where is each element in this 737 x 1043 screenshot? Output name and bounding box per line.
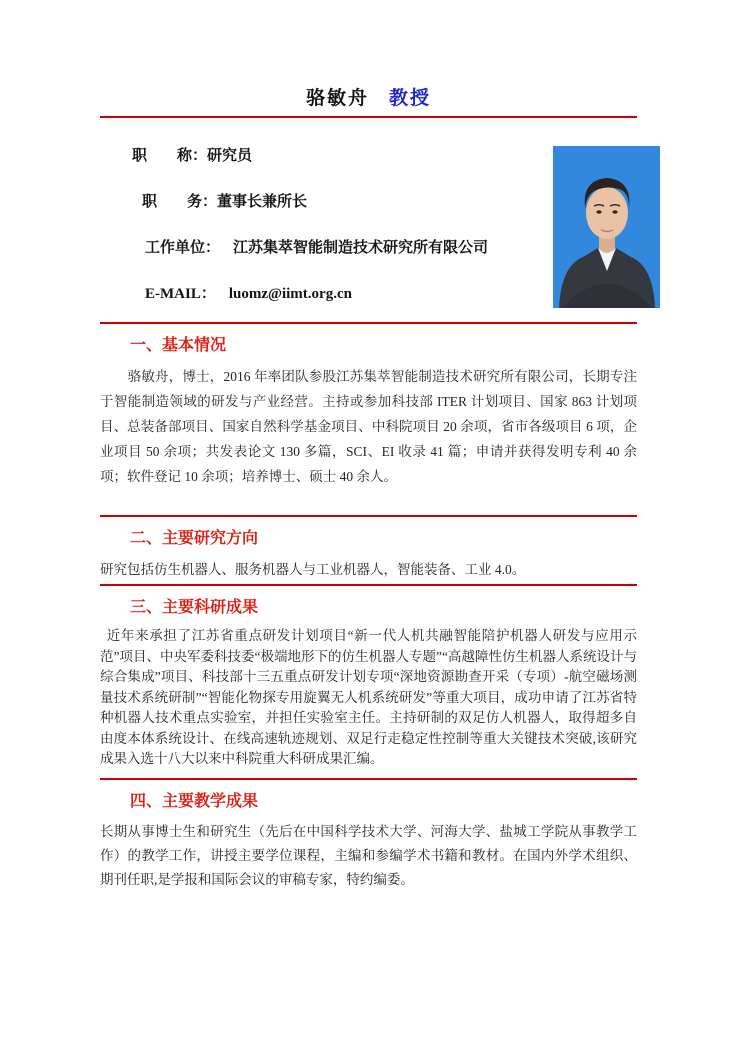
info-label-email: E-MAIL： — [145, 286, 216, 302]
section-body-research-achievements: 近年来承担了江苏省重点研发计划项目“新一代人机共融智能陪护机器人研发与应用示范”项目、中央军委科技委“极端地形下的仿生机器人专题”“高越障性仿生机器人系统设计与综合集成”项目、科技部十三五重点研发计划专项“深地资源勘查开采（专项）-航空磁场测量技术系统研制”“智能化物探专用旋翼无人机系统研发”等重大项目，成功申请了江苏省特种机器人技术重点实验室，并担任实验室主任。主持研制的双足仿人机器人，取得超多自由度本体系统设计、在线高速轨迹规划、双足行走稳定性控制等重大关键技术突破,该研究成果入选十八大以来中科院重大科研成果汇编。 — [100, 628, 637, 766]
section-divider — [100, 584, 637, 586]
person-name: 骆敏舟 — [305, 88, 369, 109]
info-value-workplace: 江苏集萃智能制造技术研究所有限公司 — [233, 239, 489, 256]
info-value-job-title: 研究员 — [207, 147, 253, 164]
info-area — [100, 146, 637, 314]
info-value-email: luomz@iimt.org.cn — [228, 286, 352, 302]
section-basic-info — [100, 322, 637, 489]
info-label-workplace: 工作单位： — [145, 239, 221, 256]
info-label-position: 职 务： — [142, 193, 218, 210]
section-heading-research-directions: 二、主要研究方向 — [130, 530, 259, 547]
content-column — [100, 0, 637, 892]
person-title-suffix: 教授 — [389, 88, 432, 109]
section-body-basic-info: 骆敏舟，博士，2016 年率团队参股江苏集萃智能制造技术研究所有限公司，长期专注于智能制造领域的研发与产业经营。主持或参加科技部 ITER 计划项目、国家 863 计划项目、总装备部项目、国家自然科学基金项目、中科院项目 20 余项，省市各级项目 6 项，企业项目 50 余项；共发表论文 130 多篇，SCI、EI 收录 41 篇；申请并获得发明专利 40 余项；软件登记 10 余项；培养博士、硕士 40 余人。 — [100, 369, 637, 484]
section-research-directions — [100, 515, 637, 582]
info-value-position: 董事长兼所长 — [217, 193, 308, 210]
section-divider — [100, 778, 637, 780]
profile-photo — [553, 146, 660, 308]
section-divider — [100, 322, 637, 324]
section-heading-teaching-achievements: 四、主要教学成果 — [130, 792, 259, 810]
section-body-research-directions: 研究包括仿生机器人、服务机器人与工业机器人，智能装备、工业 4.0。 — [100, 562, 526, 577]
person-portrait-illustration — [553, 146, 660, 308]
section-teaching-achievements — [100, 778, 637, 892]
info-label-job-title: 职 称： — [132, 147, 208, 164]
title-divider — [100, 116, 637, 118]
section-body-teaching-achievements: 长期从事博士生和研究生（先后在中国科学技术大学、河海大学、盐城工学院从事教学工作）的教学工作，讲授主要学位课程，主编和参编学术书籍和教材。在国内外学术组织、期刊任职,是学报和国际会议的审稿专家，特约编委。 — [100, 823, 637, 887]
section-heading-research-achievements: 三、主要科研成果 — [130, 599, 259, 616]
section-research-achievements — [100, 584, 637, 770]
section-heading-basic-info: 一、基本情况 — [130, 337, 227, 354]
section-divider — [100, 515, 637, 517]
page-title — [100, 86, 637, 111]
